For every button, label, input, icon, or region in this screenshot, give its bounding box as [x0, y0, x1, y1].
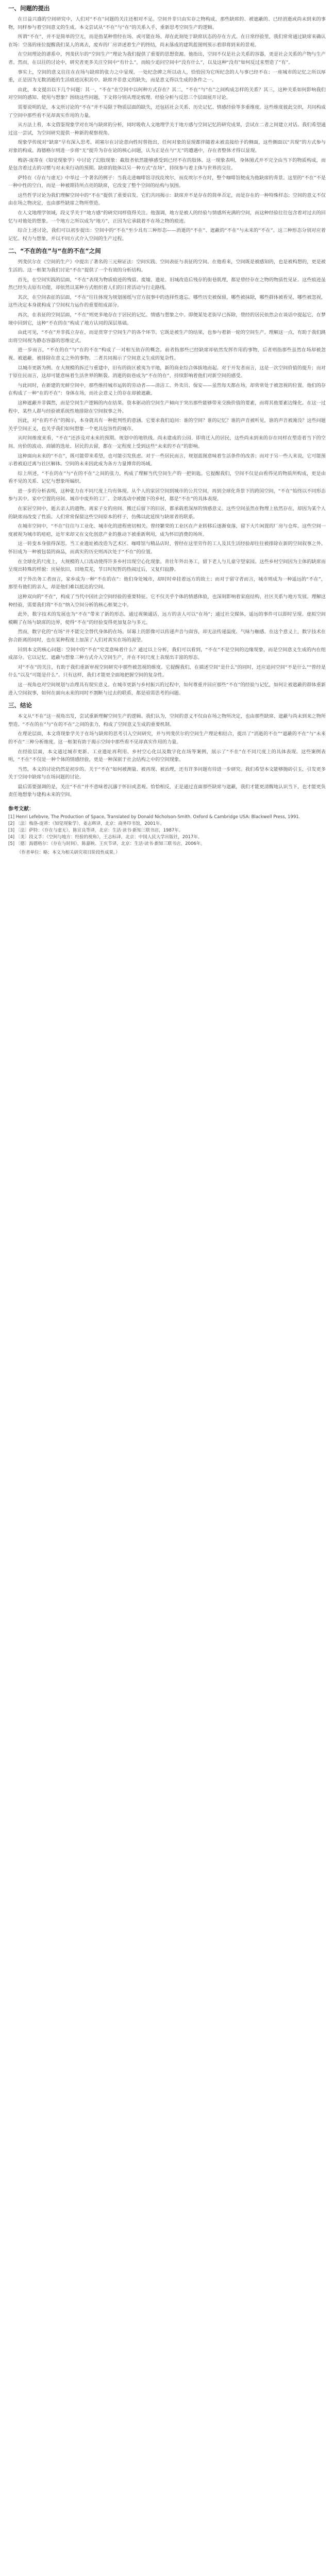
paragraph: 在家居空间中，逝去亲人的遗物、离家子女的房间、搬迁后留下的旧居，都承载着深厚的情感意义。这些空间虽然在物理上依然存在，却因为某个人的缺席而改变了性质。人们常常保留这些空间原本的样子，仿佛以此延续与缺席者的联系。: [8, 506, 326, 520]
paragraph: 在人文地理学领域，段义孚关于“地方感”的研究同样值得关注。他强调，地方是被人的经验与情感所充满的空间，而这种经验往往包含着对过去的回忆与对他处的想象。一个地方之所以成为“地方”，正因为它承载着不在场之物的痕迹。: [8, 210, 326, 224]
paragraph: 在日益兴盛的空间研究中，人们对“不在”问题的关注还相对不足。空间并非只由实存之物构成，那些缺席的、被遮蔽的、已经消逝或尚未到来的事物，同样参与着空间意义的生成。本文尝试从“不在”与“在”的关系入手，重新思考空间生产的逻辑。: [8, 16, 326, 30]
paragraph: 然而，数字化的“在场”并不能完全替代身体的在场。屏幕上的影像可以传递声音与面容，却无法传递温度、气味与触感。在这个意义上，数字技术在弥合距离的同时，也在某种程度上加深了人们对真实在场的渴望。: [8, 629, 326, 643]
reference-item: [5] 〔德〕海德格尔：《存在与时间》，陈嘉映、王庆节译，北京：生活·读书·新知三联书店，2006年。: [8, 841, 205, 847]
paragraph: 这种遮蔽并非偶然，而是空间生产逻辑的内在结果。资本驱动的空间生产倾向于突出那些能够带来交换价值的要素，而将其他要素边缘化。在这一过程中，某些人群与经验被系统性地排除在空间叙事之外。: [8, 400, 326, 414]
paragraph: 在理论层面，本文将现象学关于在场与缺席的思考引入空间研究，并与列斐伏尔的空间生产理论相结合，提出了“消逝的不在”“遮蔽的不在”与“未来的不在”三种分析维度。这一框架有助于揭示空间中那些看不见却真实作用的力量。: [8, 731, 326, 745]
paragraph: 这种面向未来的“不在”，既可能带来希望，也可能引发焦虑。对于一些居民而言，规划蓝图意味着生活条件的改善；而对于另一些人来说，它可能预示着被迫迁离与社区解体。空间的未来因此成为各方力量博弈的场域。: [8, 453, 326, 467]
paragraph: 这一视角也对空间规划与治理具有现实意义。在城市更新与乡村振兴的过程中，如何尊重并回应那些“不在”的经验与记忆，如何让被遮蔽的群体重新进入空间叙事，如何在面向未来的同时不割断与过去的联系，都是亟需思考的问题。: [8, 682, 326, 696]
paragraph: 再次，在表征的空间层面，“不在”则更多地存在于居民的记忆、情感与想象之中。即便某处老街早已拆除，曾经的居民依然会在谈话中提起它，在梦境中回到它，这种“不在的在”构成了地方认同的深层基础。: [8, 312, 326, 326]
paragraph: 对“不在”的关注，有助于我们重新审视空间研究中那些被忽视的维度。它提醒我们，在描述空间“是什么”的同时，还应追问空间“不是什么”“曾经是什么”以及“可能是什么”。只有这样，我们才能更全面地把握空间的复杂性。: [8, 664, 326, 679]
reference-item: [3] 〔法〕萨特：《存在与虚无》，陈宣良等译，北京：生活·读书·新知三联书店，1987年。: [8, 828, 183, 834]
paragraph: 在经验层面，本文通过城市更新、工业遗址再利用、乡村空心化以及数字化在场等案例，展示了“不在”在不同尺度上的具体表现。这些案例表明，“不在”不仅是一种个体的情感经验，更是一种深嵌于社会结构之中的空间现象。: [8, 749, 326, 763]
paragraph: 现象学传统对“缺席”早有深入思考。胡塞尔在讨论意向性时曾指出，任何对象的显现都伴随着未被直接给予的侧面，这些侧面以“共现”的方式参与对象的构成。海德格尔则进一步将“无”提升为存在论的核心问题，认为正是在与“无”的遭遇中，存在者整体才得以显现。: [8, 140, 326, 154]
section-heading: 二、“不在的在”与“在的不在”之间: [8, 247, 101, 255]
paragraph: 进一步的分析表明，这种张力在不同尺度上均有体现。从个人的家居空间到城市的公共空间，再到全球化背景下的跨国空间，“不在”始终以不同形态参与其中。家中空置的房间、城市中废弃的工厂、全球流动中被抛下的乡村，都是“不在”的具体表现。: [8, 488, 326, 502]
paragraph: 在空间理论的谱系中，列斐伏尔的“空间生产”理论为我们提供了重要的思想资源。他指出，空间不仅是社会关系的容器，更是社会关系的产物与生产者。然而，在以往的讨论中，研究者更多关注空间中“有什么”，而较少追问空间中“没有什么”，以及这种“没有”如何反过来塑造了“有”。: [8, 52, 326, 65]
paragraph: 萨特在《存在与虚无》中举过一个著名的例子：当我走进咖啡馆寻找皮埃尔，而皮埃尔不在时，整个咖啡馆便成为他缺席的背景。这里的“不在”不是一种中性的空白，而是一种被期待所点亮的缺席，它改变了整个空间的结构与氛围。: [8, 175, 326, 189]
article-body: [8, 0, 326, 856]
section-heading: 一、问题的提出: [8, 5, 50, 12]
paragraph: 由此，本文提出以下几个问题：其一，“不在”在空间中以何种方式存在？其二，“不在”与“在”之间构成怎样的关系？其三，这种关系如何影响我们对空间的感知、使用与想象？围绕这些问题，下文将分别从理论梳理、经验分析与反思三个层面展开讨论。: [8, 87, 326, 101]
paragraph: 最后需要强调的是，关注“不在”并不意味着沉溺于怀旧或悲观。恰恰相反，正是通过直面那些缺席与遮蔽，我们才能更清醒地认识当下，也才能更负责任地想象与建构未来的空间。: [8, 784, 326, 798]
paragraph: 列斐伏尔在《空间的生产》中提出了著名的三元辩证法：空间实践、空间表征与表征的空间。在他看来，空间既是被感知的，也是被构想的，更是被生活的。这一框架为我们讨论“不在”提供了一个有效的分析结构。: [8, 259, 326, 274]
paragraph: 与此同时，在新建的光鲜空间中，那些维持城市运转的劳动者——清洁工、外卖员、保安——虽然每天都在场，却常常处于被忽视的位置。他们的存在构成了一种“在的不在”：身体在场，而社会意义上的存在却被遮蔽。: [8, 382, 326, 397]
references-heading: 参考文献：: [8, 806, 34, 812]
paragraph: 从时间维度来看，“不在”还涉及对未来的预期。规划中的地铁线、尚未建成的公园、即将迁入的居民，这些尚未到来的存在同样在塑造着当下的空间。房价的波动、商铺的选址、居民的去留，都在一定程度上受到这些“未来的不在”的影响。: [8, 435, 326, 449]
paragraph: 在城市空间中，“不在”往往与工业化、城市化的进程密切相关。曾经繁荣的工业区在产业转移后逐渐衰落，留下大片闲置的厂房与仓库。这些空间一度被视为城市的疮疤，近年来却又在文化创意产业的推动下被重新利用，成为怀旧消费的场所。: [8, 523, 326, 537]
paragraph: 综上所述，“不在的在”与“在的不在”之间的张力，构成了理解当代空间生产的一把钥匙。它提醒我们，空间不仅是由看得见的物质所构成，更是由看不见的关系、记忆与想象所编织。: [8, 470, 326, 485]
paragraph: 其次，在空间表征的层面，“不在”往往体现为规划图纸与官方叙事中的选择性遗忘。哪些历史被保留，哪些被抹除，哪些群体被看见，哪些被忽视，这些决定本身就构成了空间权力运作的重要组成部分。: [8, 294, 326, 309]
paragraph: 此外，数字技术的发展也为“不在”带来了新的形态。通过视频通话，远方的亲人可以“在场”；通过社交媒体，遥远的事件可以即时呈现。虚拟空间模糊了在场与缺席的边界，使得“不在”的经验变得更加复杂与多元。: [8, 612, 326, 625]
paragraph: 需要说明的是，本文所讨论的“不在”并不局限于物质层面的缺失，还包括社会关系、历史记忆、情感经验等多重维度。这些维度彼此交织，共同构成了空间中那些看不见却真实作用的力量。: [8, 104, 326, 118]
paragraph: 因此，对“在的不在”的揭示，本身就具有一种批判性的意涵。它要求我们追问：谁的空间？谁的记忆？谁的声音被听见，谁的声音被淹没？这些问题关乎空间正义，也关乎我们如何想象一个更具包容性的城市。: [8, 418, 326, 432]
reference-item: [2] 〔法〕梅洛-庞蒂：《知觉现象学》，姜志辉译，北京：商务印书馆，2001年。: [8, 821, 164, 827]
paragraph: 梅洛-庞蒂在《知觉现象学》中讨论了幻肢现象：截肢者依然能够感受到已经不在的肢体。这一现象表明，身体图式并不完全由当下的物质构成，而是包含着过去的习惯与对未来行动的预期。缺席的肢体以另一种方式“在场”，持续参与着主体与世界的交往。: [8, 157, 326, 172]
paragraph: 从方法上看，本文借鉴现象学对在场与缺席的分析，同时吸收人文地理学关于地方感与空间记忆的研究成果，尝试在二者之间建立对话。我们希望通过这一尝试，为空间研究提供一种新的观察视角。: [8, 122, 326, 136]
section-heading: 三、结论: [8, 702, 32, 709]
paragraph: 当然，本文的讨论仍然是初步的。关于“不在”如何被测量、被再现、被治理，还有许多问题有待进一步研究。我们希望本文能够抛砖引玉，引发更多关于空间中缺席与在场问题的讨论。: [8, 766, 326, 781]
reference-item: [1] Henri Lefebvre, The Production of Space, Translated by Donald Nicholson-Smith. Oxford & Cambridge USA: Blackwell Press, 1991.: [8, 815, 300, 820]
paragraph: 以城市更新为例。在大规模的拆迁与重建中，旧有的街区被夷为平地，新的商业综合体拔地而起。对于开发者而言，这是一次空间价值的提升；而对于原住民而言，这却可能意味着生活世界的断裂。消逝的街巷成为“不在的在”，持续影响着他们对新空间的感受。: [8, 365, 326, 379]
paragraph: 对于外出务工者而言，家乡成为一种“不在的在”：他们身处城市，却时时牵挂着远方的故土；而对于留守者而言，城市则成为一种遥远的“不在”，那里有他们的亲人，却是他们难以抵达的空间。: [8, 576, 326, 590]
paragraph: 首先，在空间实践的层面，“不在”表现为物质痕迹的残留。废墟、遗址、旧城改造后残存的街巷肌理，都是曾经存在之物的物质性见证。这些痕迹虽然已经失去原有功能，却依然以某种方式组织着人们的日常活动与行走路线。: [8, 277, 326, 291]
paragraph: 由此可见，“不在”并非孤立存在，而是贯穿于空间生产的各个环节。它既是被生产的结果，也参与着新一轮的空间生产。理解这一点，有助于我们跳出将空间视为静态容器的思维定式。: [8, 330, 326, 344]
paragraph: 本文从“不在”这一视角出发，尝试重新理解空间生产的逻辑。我们认为，空间的意义不仅由在场之物所决定，也由那些缺席、遮蔽与尚未到来之物所塑造。“不在的在”与“在的不在”之间的张力，构成了空间意义生成的重要机制。: [8, 714, 326, 727]
paragraph: 在全球化的尺度上，大规模的人口流动使得许多乡村出现空心化现象。青壮年外出务工，留下老人与儿童守望家园。这些乡村空间因为主体的缺席而呈现出特殊的样貌：房屋依旧，田地荒芜，节日时短暂的热闹过后，又复归寂静。: [8, 558, 326, 573]
paragraph: 回到本文的核心问题：空间中的“不在”究竟意味着什么？通过以上分析，我们可以看到，“不在”不是空间的边缘现象，而是空间意义生成的内在组成部分。它以记忆、遮蔽与想象三种方式介入空间生产，并在不同尺度上表现出丰富的形态。: [8, 647, 326, 661]
paragraph: 进一步而言，“不在的在”与“在的不在”构成了一对相互依存的概念。前者指那些已经缺席却依然发挥作用的事物，后者则指那些虽然在场却被忽视、被遮蔽、被排除在意义之外的事物。二者共同揭示了空间意义生成的复杂性。: [8, 347, 326, 361]
paragraph: 综合上述讨论，我们可以初步提出：空间中的“不在”至少具有三种形态——消逝的“不在”、遮蔽的“不在”与未来的“不在”。这三种形态分别对应着记忆、权力与想象，并以不同方式介入空间的生产过程。: [8, 228, 326, 242]
paragraph: 这些哲学讨论为我们理解空间中的“不在”提供了重要启发。它们共同揭示：缺席并不是存在的简单否定，而是存在的一种特殊样态；空间的意义不仅由在场之物决定，也由那些缺席之物所塑造。: [8, 192, 326, 207]
author-note: （作者单位：略；本文为相关研究项目阶段性成果。）: [17, 850, 120, 856]
paragraph: 这种双向的“不在”，构成了当代中国社会空间经验的重要特征。它不仅关乎个体的情感体验，也深刻影响着家庭结构、社区关系与地方发展。理解这种经验，需要我们将“不在”纳入空间分析的核心框架之中。: [8, 594, 326, 608]
paragraph: 所谓“不在”，并不是简单的空无，而是指某种曾经在场、或可能在场、却在此刻处于缺席状态的存在方式。在日常经验里，我们常常通过缺席来确认在场：空荡的座位提醒我们某人的离去，废弃的厂房讲述着生产的终结，尚未落成的建筑蓝图则预示着即将到来的景观。: [8, 34, 326, 48]
paragraph: 这一转变本身值得深思。当工业遗址被改造为艺术区、咖啡馆与精品店时，曾经在这里劳作的工人及其生活经验却往往被排除在新的空间叙事之外。怀旧成为一种被包装的商品，而真实的历史则再次处于“不在”的位置。: [8, 541, 326, 555]
paragraph: 事实上，空间的意义往往在在场与缺席的张力之中显现。一处纪念碑之所以动人，恰恰因为它所纪念的人与事已经不在；一座城市的记忆之所以厚重，正是因为无数消逝的生活痕迹沉积其中。缺席并非意义的缺失，而是意义得以生成的条件之一。: [8, 69, 326, 83]
reference-item: [4] 〔美〕段义孚：《空间与地方：经验的视角》，王志标译，北京：中国人民大学出版社，2017年。: [8, 835, 203, 840]
